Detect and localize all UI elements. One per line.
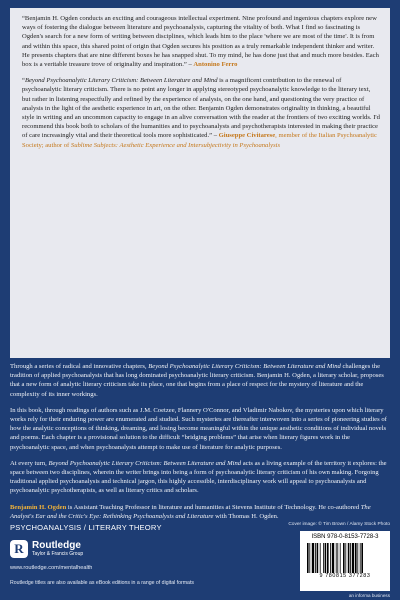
- endorsement-1: [22, 14, 380, 69]
- endorsement-2-text: is a magnificent contribution to the renewal of psychoanalytic literary criticism. There is no point any longer in applying stereotyped psychoanalytic knowledge to the literary text, but rather in listening respectfully and refined by the experience of analysis, on the one hand, and questioning the very practice of analysis in the light of the aesthetic experience in art, on the other. Benjamin Ogden demonstrates originality in thinking, a beautiful style in writing and an uncommon capacity to engage in an alive conversation with the reader at the frontiers of two exciting worlds. I'd recommend this book both to scholars of the humanities and to psychoanalysts and psychotherapists interested in making their practice of care increasingly vital and their theoretical tools more sophisticated.” –: [22, 77, 380, 140]
- publisher-name: Routledge: [32, 540, 81, 551]
- endorsements-panel: [10, 8, 390, 358]
- routledge-logo-icon: R: [10, 540, 28, 558]
- endorsement-2-author: Giuseppe Civitarese: [218, 132, 276, 140]
- author-bio-text: is Assistant Teaching Professor in literature and humanities at Stevens Institute of Technology. He co-authored: [66, 503, 361, 511]
- endorsement-2: [22, 76, 380, 150]
- cover-image-credit: Cover image: © Tim Brown / Alamy Stock Photo: [288, 522, 390, 527]
- subject-category: PSYCHOANALYSIS / LITERARY THEORY: [10, 523, 162, 532]
- endorsement-1-text: “Benjamin H. Ogden conducts an exciting and courageous intellectual experiment. Nine profound and ingenious chapters explore new ways of fostering the dialogue between literature and psychoanalysis, capturing the vitality of both. What I find so fascinating is Ogden's search for a new form of writing between disciplines, which leads him to the place 'where we are most of the time'. It is from and within this space, this shared point of origin that Ogden secures his position as a truly remarkable independent thinker and writer. He presents chapters that are nine different boxes he has snapped shut. To my mind, he has done just that and much more besides. Each box is a veritable treasure trove of originality and inspiration.” –: [22, 15, 379, 69]
- ebook-note: Routledge titles are also available as eBook editions in a range of digital formats: [10, 580, 194, 586]
- description-1-title: Beyond Psychoanalytic Literary Criticism: Between Literature and Mind: [148, 363, 341, 370]
- isbn-barcode: [300, 531, 390, 591]
- endorsement-2-affiliation: , member of the Italian Psychoanalytic Society; author of: [22, 132, 377, 149]
- author-bio-name: Benjamin H. Ogden: [10, 503, 67, 511]
- description-1-start: Through a series of radical and innovative chapters,: [10, 363, 149, 370]
- book-description: [10, 362, 390, 528]
- publisher-logo: [10, 538, 83, 560]
- barcode-graphic: [305, 543, 385, 573]
- author-bio-end: with Thomas H. Ogden.: [213, 512, 279, 520]
- publisher-wordmark: [32, 541, 83, 557]
- endorsement-2-affiliation-book: Sublime Subjects: Aesthetic Experience and Intersubjectivity in Psychoanalysis: [70, 141, 281, 149]
- endorsement-1-author: Antonino Ferro: [193, 61, 238, 69]
- isbn-number: 9 780815 377283: [319, 573, 371, 579]
- description-paragraph-3: [10, 459, 390, 496]
- description-paragraph-2: In this book, through readings of authors such as J.M. Coetzee, Flannery O'Connor, and Vladimir Nabokov, the mysteries upon which literary works rely for their enduring power are enumerated and studied. Such mysteries are thereafter interwoven into a series of pioneering studies of how the analytic conceptions of thinking, dreaming, and losing become meaningful within the unique aesthetic conditions of individual novels and poems. Each chapter is a provisional solution to the difficult “bridging problems” that arise when literary figures work in the psychoanalytic space, and when psychoanalysts attempt to make use of literature for analytic purposes.: [10, 406, 387, 451]
- informa-tagline: an informa business: [348, 593, 390, 598]
- publisher-group: Taylor & Francis Group: [32, 551, 84, 557]
- endorsement-2-book-title: Beyond Psychoanalytic Literary Criticism: Between Literature and Mind: [24, 77, 218, 85]
- author-bio: [10, 503, 390, 521]
- description-3-end: acts as a living example of the territory it explores: the space between two disciplines, wherein the writer brings into being a form of psychoanalytic literary criticism of his own making. Forgoing traditional applied psychoanalysis and technical jargon, this highly accessible, interdisciplinary work will appeal to psychoanalysts and psychoanalytic psychotherapists, as well as literary critics and scholars.: [10, 459, 387, 495]
- description-3-title: Beyond Psychoanalytic Literary Criticism: Between Literature and Mind: [48, 459, 242, 467]
- publisher-url: www.routledge.com/mentalhealth: [10, 565, 93, 571]
- description-3-start: At every turn,: [10, 459, 49, 467]
- endorsement-2-open: “: [22, 77, 25, 85]
- description-1-end: challenges the tradition of applied psychoanalysis that has long dominated psychoanalytic literary criticism. Benjamin H. Ogden, a literary scholar, proposes that a new form of analytic literary criticism take its place, one that begins from a place of respect for the mystery of literature and the complexity of its inner workings.: [10, 363, 384, 398]
- description-paragraph-1: [10, 362, 390, 399]
- isbn-label: ISBN 978-0-8153-7728-3: [311, 534, 379, 540]
- author-bio-book: The Analyst's Ear and the Critic's Eye: Rethinking Psychoanalysis and Literature: [10, 503, 371, 520]
